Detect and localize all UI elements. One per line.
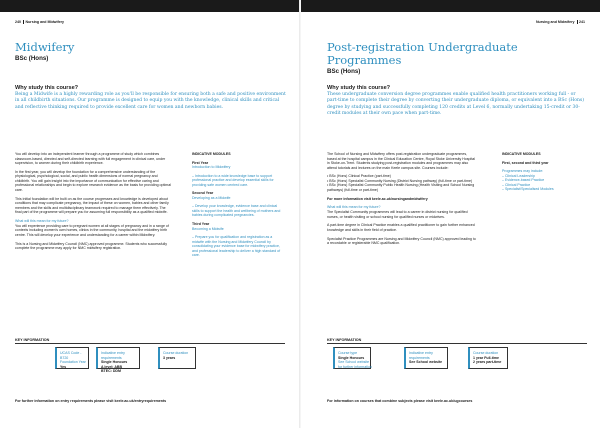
footer-text: For information on courses that combine subjects please visit keele.ac.uk/ugcourses [327, 399, 473, 403]
page-number: 240 [15, 20, 21, 24]
why-heading: Why study this course? [15, 85, 79, 91]
careers-text: The Specialist Community programmes will lead to a career in district nursing for qualified nurses, or health visiting or school nursing for qualified nurses or midwives. [327, 210, 468, 219]
module-year: First, second and third year [502, 160, 549, 165]
module-title: Developing as a Midwife [192, 195, 231, 200]
indicative-modules [192, 152, 284, 258]
module-description: – Introduction to a wide knowledge base to support professional practice and develop essential skills for providing safe women centred care. [192, 173, 274, 187]
key-info-rule [15, 343, 285, 344]
intro-text: These undergraduate conversion degree programmes enable qualified health practitioners working full - or part-time to complete their degree by converting their undergraduate diploma, or equivalent into a BSc (Hons) degree by studying and successfully completing 120 credits at Level 6, normally undertaking 15-credit or 30-credit modules at their own pace when part-time. [327, 92, 584, 117]
spine-gutter [299, 0, 301, 428]
key-info-value: 3 years [163, 355, 176, 360]
key-info-label: Course type [338, 351, 358, 355]
key-info-label: UCAS Code - B720 [60, 351, 82, 360]
page-header-left [15, 20, 64, 24]
key-info-text [163, 351, 197, 360]
body-paragraph: In the first year, you will develop the foundation for a comprehensive understanding of the physiological, psychological, social, and public health dimensions of normal pregnancy and childbirth. You will gain insight into the importance of communication for effective caring and professional relationships and begin to explore research evidence as the basis for providing optimal care. [15, 169, 171, 193]
key-info-heading: KEY INFORMATION [327, 338, 362, 342]
module-description: – Develop your knowledge, evidence base and clinical skills to support the health and wellbeing of mothers and babies during complicated pregnancies. [192, 204, 281, 218]
key-info-heading: KEY INFORMATION [15, 338, 50, 342]
key-info-text [409, 351, 447, 365]
module-year: Second Year [192, 191, 214, 196]
module-item: – Evidence-based Practice [502, 178, 545, 183]
top-band [0, 0, 300, 12]
course-title-line: Post-registration Undergraduate [327, 40, 518, 54]
page-number: 241 [579, 20, 585, 24]
approval-text: This is a Nursing and Midwifery Council (NMC) approved programme. Students who successfully complete the programme may apply for NMC midwifery registration. [15, 241, 167, 251]
key-info-label: Course duration [163, 351, 189, 355]
key-info-label: See School website [338, 360, 370, 364]
key-info-value: Single Honours [101, 360, 128, 364]
module-item: – Clinical Practice [502, 182, 531, 187]
key-info-text [101, 351, 139, 374]
right-page [300, 0, 600, 428]
module-title: Becoming a Midwife [192, 226, 224, 231]
key-info-value: 2 years part-time [473, 360, 502, 364]
module-year: Third Year [192, 222, 210, 227]
key-info-label: Course duration [473, 351, 499, 355]
key-info-text [473, 351, 509, 365]
careers-text: You will experience providing care to pregnant women at all stages of pregnancy and in a range of contexts including women's own homes, clinics in the community, hospital and the midwifery birth centre. This will develop your experience and understanding for a career within Midwifery. [15, 223, 169, 237]
page-header-right [536, 20, 585, 24]
key-info-label: Indicative entry requirements [409, 351, 433, 360]
key-info-label: for further information [338, 364, 372, 369]
key-info-value: Single Honours [338, 355, 365, 360]
footer-text: For further information on entry requirements please visit keele.ac.uk/entryrequirements [15, 399, 167, 403]
key-info-value: 1 year Full-time [473, 355, 500, 360]
approval-text: Specialist Practice Programmes are Nursing and Midwifery Council (NMC) approved leading to a recordable or registerable NMC qualification. [327, 236, 476, 246]
intro-text: Being a Midwife is a highly rewarding role as you'll be responsible for ensuring both a safe and positive environment in all childbirth situations. Our programme is designed to equip you with the knowledge, clinical skills and critical and reflective thinking required to provide excellent care for women and newborn babies. [15, 92, 286, 110]
body-paragraph: This initial foundation will be built on as the course progresses and knowledge is developed about conditions that may complicate pregnancy, the impact of these on women, babies and other family members and the skills and multidisciplinary teamwork required to manage them effectively. The final part of the programme will prepare you for assuming full responsibility as a qualified midwife. [15, 196, 169, 215]
key-info-value: BTEC: DDM [101, 369, 121, 373]
key-info-label: Indicative entry requirements [101, 351, 125, 360]
course-item: • BSc (Hons) Specialist Community Public Health Nursing (Health Visiting and School Nursing pathways) (full-time or part-time) [327, 183, 475, 193]
key-info-value: A level: ABB [101, 364, 123, 369]
module-title: Introduction to Midwifery [192, 165, 231, 170]
module-description: – Prepare you for qualification and registration as a midwife with the Nursing and Midwifery Council by consolidating your evidence base for midwifery practice, and professional leadership to deliver a high standard of care. [192, 235, 281, 258]
modules-heading: INDICATIVE MODULES [502, 152, 541, 156]
body-paragraph: You will develop into an independent learner through a programme of study which combines classroom-based, directed and self-directed learning with full engagement in clinical care, under supervision, to women during their childbirth experience. [15, 152, 166, 166]
part-time-text: A part-time degree in Clinical Practice enables a qualified practitioner to gain further enhanced knowledge and skills in their field of practice. [327, 223, 475, 232]
course-subtitle: BSc (Hons) [15, 55, 49, 62]
header-section: Nursing and Midwifery [25, 20, 65, 24]
key-info-label: Foundation Year [60, 360, 86, 364]
course-title [327, 41, 518, 66]
key-info-text [60, 351, 90, 369]
module-year: First Year [192, 160, 209, 165]
module-intro: Programmes may include: [502, 169, 544, 174]
indicative-modules [502, 152, 588, 192]
body-paragraph: The School of Nursing and Midwifery offers post-registration undergraduate programmes, based at the hospital campus in the Clinical Education Centre, Royal Stoke University Hospital in Stoke-on-Trent. Students studying post-registration modules and programmes may also attend tutorials and lectures on the main Keele campus site. Courses include: [327, 152, 476, 170]
course-title-line: Programmes [327, 52, 402, 67]
course-item: • BSc (Hons) Clinical Practice (part-time) [327, 174, 391, 179]
module-item: – Clinical Leadership [502, 173, 535, 178]
course-item: • BSc (Hons) Specialist Community Nursing (District Nursing pathway) (full-time or part-time) [327, 178, 473, 183]
why-heading: Why study this course? [327, 85, 391, 91]
key-info-text [338, 351, 372, 369]
key-info-value: See School website [409, 360, 443, 364]
course-subtitle: BSc (Hons) [327, 68, 361, 75]
body-column [327, 152, 477, 250]
top-band [300, 0, 600, 12]
careers-heading: What will this mean for my future? [327, 205, 381, 210]
modules-heading: INDICATIVE MODULES [192, 152, 231, 156]
header-section: Nursing and Midwifery [535, 20, 575, 24]
more-info-link[interactable]: For more information visit keele.ac.uk/nursingandmidwifery [327, 196, 428, 201]
body-column [15, 152, 171, 255]
careers-heading: What will this mean for my future? [15, 219, 69, 224]
course-title: Midwifery [15, 40, 75, 54]
module-item: – Specialist/Specialised Modules [502, 187, 554, 192]
key-info-rule [327, 343, 587, 344]
key-info-value: Yes [60, 364, 67, 369]
